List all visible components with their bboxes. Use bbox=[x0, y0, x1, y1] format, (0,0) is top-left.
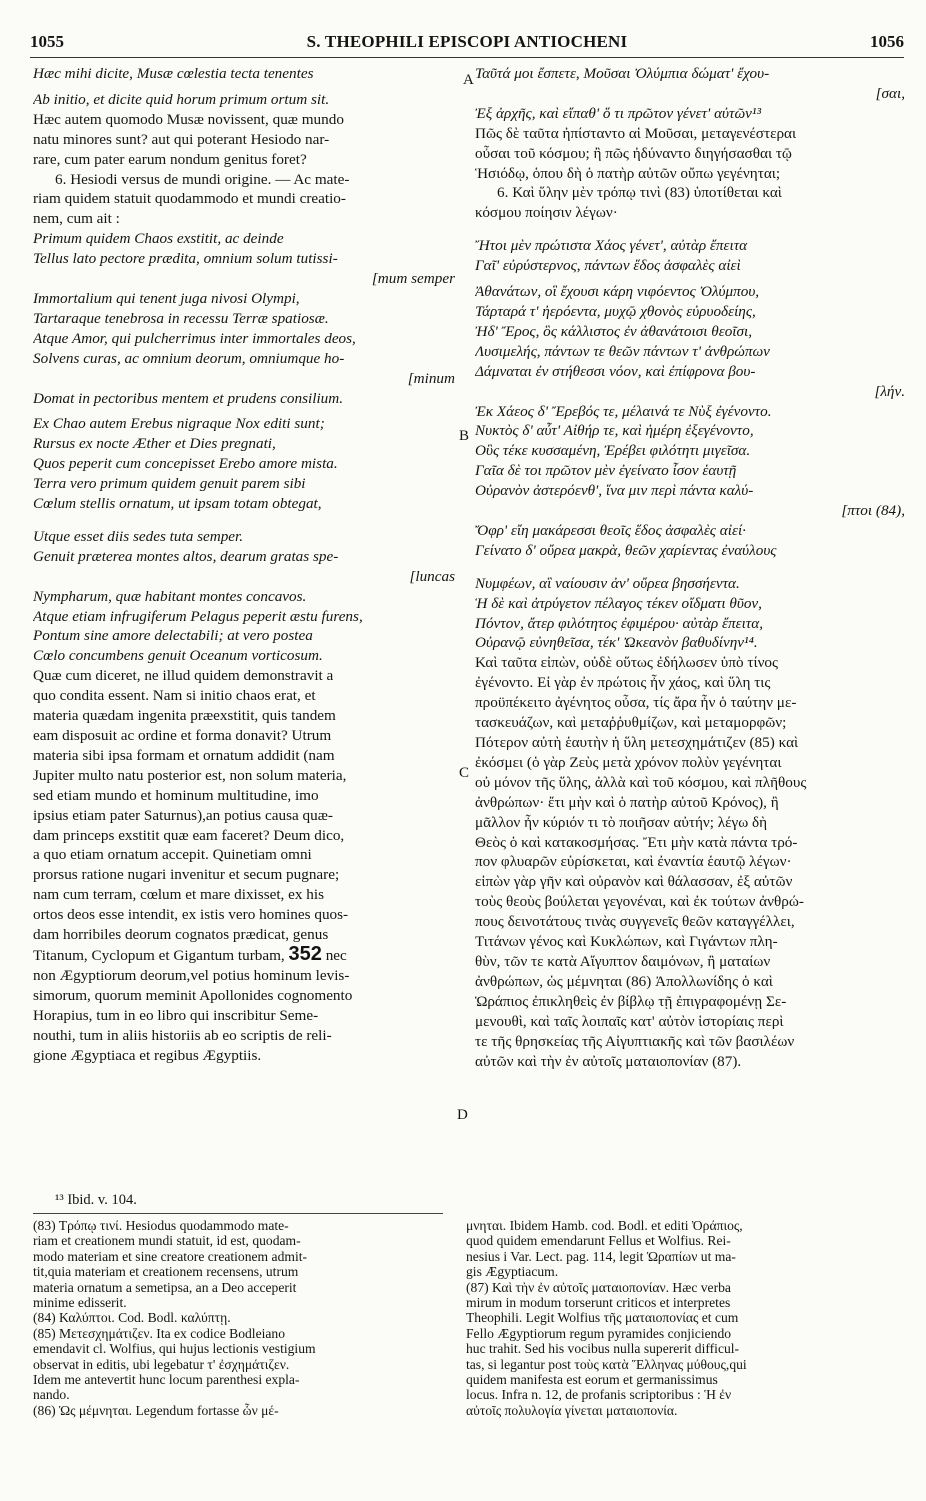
latin-verse-line: Tartaraque tenebrosa in recessu Terræ spatiosæ. bbox=[33, 309, 329, 327]
header-rule bbox=[30, 57, 904, 58]
edition-page-number: 352 bbox=[288, 944, 322, 965]
greek-verse-line: Ἠδ' Ἔρος, ὃς κάλλιστος ἐν ἀθανάτοισι θεοῖσι, bbox=[475, 322, 753, 340]
latin-text-line: natu minores sunt? aut qui poterant Hesiodo nar- bbox=[33, 130, 330, 148]
latin-text-line: ipsius etiam pater Saturnus),an potius causa quæ- bbox=[33, 806, 333, 824]
spacer bbox=[475, 561, 905, 574]
note-line: huc trahit. Sed his vocibus nulla supererit difficul- bbox=[466, 1341, 740, 1357]
greek-verse-wrap: [λήν. bbox=[874, 382, 905, 400]
greek-text-line: οὖσαι τοῦ κόσμου; ἢ πῶς ἠδύναντο διηγήσασθαι τῷ bbox=[475, 144, 792, 162]
greek-verse-line: Πόντον, ἄτερ φιλότητος ἐφιμέρου· αὐτὰρ ἔπειτα, bbox=[475, 614, 763, 632]
greek-verse-line: Ἐξ ἀρχῆς, καὶ εἴπαθ' ὅ τι πρῶτον γένετ' αὐτῶν¹³ bbox=[475, 104, 762, 122]
greek-text-line: ἀνθρώπων, ὡς μέμνηται (86) Ἀπολλωνίδης ὁ καὶ bbox=[475, 972, 773, 990]
greek-verse-line: Γαῖ' εὐρύστερνος, πάντων ἕδος ἀσφαλὲς αἰεὶ bbox=[475, 257, 741, 275]
greek-column bbox=[475, 64, 905, 1071]
footnote-rule bbox=[33, 1213, 443, 1214]
latin-text-line bbox=[33, 945, 455, 966]
latin-verse-line: Immortalium qui tenent juga nivosi Olympi, bbox=[33, 289, 300, 307]
latin-column bbox=[33, 64, 455, 1065]
note-line: quidem manifesta est eorum et germanissimus bbox=[466, 1372, 718, 1388]
note-line: nando. bbox=[33, 1387, 70, 1403]
latin-text-line: a quo etiam ornatum accepit. Quinetiam omni bbox=[33, 846, 312, 864]
note-line: observat in editis, ubi legebatur τ' ἐσχημάτιζεν. bbox=[33, 1356, 290, 1372]
greek-verse-line: Γαῖα δὲ τοι πρῶτον μὲν ἐγείνατο ἶσον ἑαυτῇ bbox=[475, 462, 737, 480]
greek-text-line: ἀνθρώπων· ἔτι μὴν καὶ ὁ πατὴρ αὐτοῦ Κρόνος), ἢ bbox=[475, 793, 779, 811]
latin-verse-line: Ex Chao autem Erebus nigraque Nox editi sunt; bbox=[33, 415, 325, 433]
editorial-notes-left bbox=[33, 1218, 451, 1418]
latin-text-fragment: nec bbox=[325, 946, 347, 964]
greek-text-line: εἰπὼν γὰρ γῆν καὶ οὐρανὸν καὶ θάλασσαν, ἐξ αὐτῶν bbox=[475, 873, 793, 891]
greek-verse-line: Ταῦτά μοι ἔσπετε, Μοῦσαι Ὀλύμπια δώματ' ἔχου- bbox=[475, 65, 770, 82]
greek-text-line: Καὶ ταῦτα εἰπὼν, οὐδὲ οὕτως ἐδήλωσεν ὑπὸ τίνος bbox=[475, 654, 779, 672]
latin-verse-line: Solvens curas, ac omnium deorum, omniumque ho- bbox=[33, 349, 345, 367]
latin-text-line: Jupiter multo natu posterior est, non solum materia, bbox=[33, 766, 347, 784]
latin-text-line: ortos deos esse intendit, ex istis vero homines quos- bbox=[33, 906, 349, 924]
note-line: μνηται. Ibidem Hamb. cod. Bodl. et editi Ὀράπιος, bbox=[466, 1218, 743, 1233]
greek-text-line: 6. Καὶ ὕλην μὲν τρόπῳ τινὶ (83) ὑποτίθεται καὶ bbox=[497, 184, 782, 202]
margin-letter-a: A bbox=[463, 72, 474, 88]
latin-verse-line: Quos peperit cum concepisset Erebo amore mista. bbox=[33, 455, 338, 473]
latin-text-line: dam princeps exstitit quæ eam faceret? Deum dico, bbox=[33, 826, 345, 844]
greek-verse-line: Λυσιμελής, πάντων τε θεῶν πάντων τ' ἀνθρώπων bbox=[475, 342, 770, 360]
greek-text-line: μᾶλλον ἦν κύριόν τι τὸ ποιῆσαν αὐτήν; λέγω δὴ bbox=[475, 813, 768, 831]
greek-text-line: πους δεινοτάτους τινὰς συγγενεῖς θεῶν καταγγέλλει, bbox=[475, 913, 795, 931]
latin-text-line: dam horribiles deorum cognatos prædicat, genus bbox=[33, 926, 329, 944]
editorial-notes-right bbox=[466, 1218, 902, 1418]
greek-verse-line: Γείνατο δ' οὔρεα μακρὰ, θεῶν χαρίεντας ἐναύλους bbox=[475, 541, 777, 559]
note-line: αὐτοῖς πολυλογία γίνεται ματαιοπονία. bbox=[466, 1402, 678, 1418]
greek-text-line: Πότερον αὐτὴ ἑαυτὴν ἡ ὕλη μετεσχημάτιζεν (85) καὶ bbox=[475, 734, 799, 751]
latin-verse-line: Genuit præterea montes altos, dearum gratas spe- bbox=[33, 547, 339, 565]
latin-text-line: materia sibi ipsa formam et ornatum addidit (nam bbox=[33, 746, 335, 764]
greek-text-line: προϋπέκειτο ἀγένητος οὖσα, τίς ἄρα ἦν ὁ ταύτην με- bbox=[475, 694, 797, 712]
latin-text-line: eam disposuit ac ordine et forma donavit? Utrum bbox=[33, 727, 332, 744]
latin-text-line: materia quædam ingenita præexstitit, quis tandem bbox=[33, 707, 336, 725]
note-line: (85) Μετεσχημάτιζεν. Ita ex codice Bodleiano bbox=[33, 1325, 286, 1341]
margin-letter-c: C bbox=[459, 765, 470, 781]
footnote-13: ¹³ Ibid. v. 104. bbox=[55, 1192, 137, 1208]
note-line: tit,quia materiam et creationem recensens, utrum bbox=[33, 1264, 299, 1280]
latin-text-line: nem, cum ait : bbox=[33, 210, 120, 228]
latin-text-line: nouthi, tum in aliis historiis ab eo scriptis de reli- bbox=[33, 1026, 332, 1044]
greek-text-line: θὺν, τῶν τε κατὰ Αἴγυπτον δαιμόνων, ἢ ματαίων bbox=[475, 952, 771, 970]
latin-text-fragment: Titanum, Cyclopum et Gigantum turbam, bbox=[33, 946, 285, 964]
note-line: Fello Ægyptiorum regum pyramides conjiciendo bbox=[466, 1325, 732, 1341]
latin-verse-line: Rursus ex nocte Æther et Dies pregnati, bbox=[33, 435, 276, 453]
greek-text-line: τασκευάζων, καὶ μεταῤῥυθμίζων, καὶ μεταμορφῶν; bbox=[475, 714, 787, 732]
greek-verse-wrap: [σαι, bbox=[875, 84, 905, 102]
greek-text-line: μενουθὶ, καὶ ταῖς λοιπαῖς κατ' αὐτὸν ἱστορίαις περὶ bbox=[475, 1012, 784, 1030]
latin-verse-line: Ab initio, et dicite quid horum primum ortum sit. bbox=[33, 90, 330, 108]
note-line: mirum in modum torserunt criticos et interpretes bbox=[466, 1295, 731, 1311]
latin-text-line: rare, cum pater earum nondum genitus foret? bbox=[33, 150, 307, 168]
greek-verse-line: Ὄφρ' εἴη μακάρεσσι θεοῖς ἕδος ἀσφαλὲς αἰεί· bbox=[475, 521, 746, 539]
latin-text-line: Quæ cum diceret, ne illud quidem demonstravit a bbox=[33, 667, 334, 685]
latin-text-line: prorsus ratione nugari invenitur et secum pugnare; bbox=[33, 866, 340, 884]
greek-verse-line: Ἐκ Χάεος δ' Ἔρεβός τε, μέλαινά τε Νὺξ ἐγένοντο. bbox=[475, 402, 772, 420]
greek-text-line: ἐγένοντο. Εἰ γὰρ ἐν πρώτοις ἦν χάος, καὶ ὕλη τις bbox=[475, 674, 771, 692]
greek-text-line: πον φλυαρῶν εὑρίσκεται, καὶ ἐναντία ἑαυτῷ λέγων· bbox=[475, 853, 792, 871]
note-line: (84) Καλύπτοι. Cod. Bodl. καλύπτῃ. bbox=[33, 1310, 231, 1326]
spacer bbox=[475, 223, 905, 236]
latin-text-line: nam cum terram, cœlum et mare dixisset, ex his bbox=[33, 886, 325, 904]
latin-text-line: non Ægyptiorum deorum,vel potius hominum levis- bbox=[33, 966, 350, 984]
latin-text-line: quo condita essent. Nam si initio chaos erat, et bbox=[33, 687, 316, 705]
greek-verse-line: Ἡ δὲ καὶ ἀτρύγετον πέλαγος τέκεν οἴδματι θῦον, bbox=[475, 594, 762, 612]
greek-verse-line: Οὓς τέκε κυσσαμένη, Ἐρέβει φιλότητι μιγεῖσα. bbox=[475, 442, 751, 460]
note-line: locus. Infra n. 12, de profanis scriptoribus : Ἡ ἐν bbox=[466, 1387, 732, 1403]
greek-verse-line: Τάρταρά τ' ἠερόεντα, μυχῷ χθονὸς εὐρυοδείης, bbox=[475, 302, 756, 320]
greek-verse-line: Ἀθανάτων, οἳ ἔχουσι κάρη νιφόεντος Ὀλύμπου, bbox=[475, 283, 760, 301]
page-number-right: 1056 bbox=[870, 32, 904, 51]
latin-verse-wrap: [mum semper bbox=[371, 270, 455, 288]
greek-text-line: Πῶς δὲ ταῦτα ἠπίσταντο αἱ Μοῦσαι, μεταγενέστεραι bbox=[475, 124, 797, 142]
greek-verse-line: Οὐρανῷ εὐνηθεῖσα, τέκ' Ὠκεανὸν βαθυδίνην¹⁴. bbox=[475, 634, 758, 652]
margin-letter-b: B bbox=[459, 428, 470, 444]
latin-verse-line: Primum quidem Chaos exstitit, ac deinde bbox=[33, 230, 284, 248]
note-line: Idem me antevertit hunc locum parenthesi expla- bbox=[33, 1372, 300, 1388]
latin-verse-line: Pontum sine amore delectabili; at vero postea bbox=[33, 627, 313, 645]
greek-text-line: κόσμου ποίησιν λέγων· bbox=[475, 204, 618, 222]
latin-verse-line: Atque Amor, qui pulcherrimus inter immortales deos, bbox=[33, 329, 356, 347]
note-line: tas, si legantur post τοὺς κατὰ Ἕλληνας μύθους,qui bbox=[466, 1356, 747, 1372]
note-line: minime edisserit. bbox=[33, 1295, 127, 1311]
note-line: modo materiam et sine creatore creationem admit- bbox=[33, 1248, 308, 1264]
latin-text-line: 6. Hesiodi versus de mundi origine. — Ac mate- bbox=[55, 170, 350, 188]
greek-verse-line: Νυμφέων, αἳ ναίουσιν ἀν' οὔρεα βησσήεντα. bbox=[475, 574, 740, 592]
greek-verse-wrap: [πτοι (84), bbox=[841, 502, 905, 520]
greek-text-line: ἐκόσμει (ὁ γὰρ Ζεὺς μετὰ χρόνον πολὺν γεγένηται bbox=[475, 753, 782, 771]
greek-text-line: Ὡράπιος ἐπικληθεὶς ἐν βίβλῳ τῇ ἐπιγραφομένῃ Σε- bbox=[475, 992, 787, 1010]
note-line: Theophili. Legit Wolfius τῆς ματαιοπονίας et cum bbox=[466, 1310, 739, 1326]
latin-text-line: simorum, quorum meminit Apollonides cognomento bbox=[33, 986, 353, 1004]
note-line: nesius i Var. Lect. pag. 114, legit Ὡραπίων ut ma- bbox=[466, 1248, 736, 1264]
note-line: (86) Ὡς μέμνηται. Legendum fortasse ὧν μέ- bbox=[33, 1402, 279, 1418]
latin-text-line: gione Ægyptiaca et regibus Ægyptiis. bbox=[33, 1046, 262, 1064]
latin-text-line: Horapius, tum in eo libro qui inscribitur Seme- bbox=[33, 1006, 319, 1024]
note-line: materia ornatum a semetipsa, an a Deo acceperit bbox=[33, 1279, 297, 1295]
latin-verse-wrap: [luncas bbox=[409, 567, 455, 585]
note-line: riam et creationem mundi statuit, id est, quodam- bbox=[33, 1233, 301, 1249]
note-line: emendavit cl. Wolfius, qui hujus lectionis vestigium bbox=[33, 1341, 316, 1357]
greek-text-line: αὐτῶν καὶ τὴν ἐν αὐτοῖς ματαιοπονίαν (87). bbox=[475, 1052, 742, 1070]
latin-verse-line: Tellus lato pectore prædita, omnium solum tutissi- bbox=[33, 250, 338, 268]
greek-text-line: Τιτάνων γένος καὶ Κυκλώπων, καὶ Γιγάντων πλη- bbox=[475, 933, 778, 951]
running-title: S. THEOPHILI EPISCOPI ANTIOCHENI bbox=[306, 32, 628, 51]
latin-text-line: Hæc autem quomodo Musæ novissent, quæ mundo bbox=[33, 110, 344, 128]
latin-verse-line: Cœlum stellis ornatum, ut ipsam totam obtegat, bbox=[33, 495, 322, 513]
latin-verse-line: Domat in pectoribus mentem et prudens consilium. bbox=[33, 389, 344, 407]
latin-verse-line: Hæc mihi dicite, Musæ cœlestia tecta tenentes bbox=[33, 65, 314, 82]
latin-text-line: riam quidem statuit quodammodo et mundi creatio- bbox=[33, 190, 346, 208]
latin-verse-line: Cœlo concumbens genuit Oceanum vorticosum. bbox=[33, 647, 323, 665]
latin-verse-line: Utque esset diis sedes tuta semper. bbox=[33, 527, 244, 545]
latin-verse-wrap: [minum bbox=[407, 369, 455, 387]
greek-text-line: τοὺς θεοὺς βούλεται γεγονέναι, καὶ ἐκ τούτων ἀνθρώ- bbox=[475, 893, 804, 911]
latin-verse-line: Nympharum, quæ habitant montes concavos. bbox=[33, 587, 307, 605]
note-line: quod quidem emendarunt Fellus et Wolfius. Rei- bbox=[466, 1233, 731, 1249]
margin-letter-d: D bbox=[457, 1107, 468, 1123]
latin-verse-line: Terra vero primum quidem genuit parem sibi bbox=[33, 475, 306, 493]
note-line: gis Ægyptiacum. bbox=[466, 1264, 559, 1280]
latin-verse-line: Atque etiam infrugiferum Pelagus peperit æstu furens, bbox=[33, 607, 363, 625]
greek-verse-line: Δάμναται ἐν στήθεσσι νόον, καὶ ἐπίφρονα βου- bbox=[475, 362, 756, 380]
running-header bbox=[30, 32, 904, 56]
greek-text-line: τε τῆς θρησκείας τῆς Αἰγυπτιακῆς καὶ τῶν βασιλέων bbox=[475, 1032, 795, 1050]
note-line: (87) Καὶ τὴν ἐν αὐτοῖς ματαιοπονίαν. Hæc verba bbox=[466, 1279, 731, 1295]
greek-text-line: Θεὸς ὁ καὶ κατακοσμήσας. Ἔτι μὴν κατὰ πάντα τρό- bbox=[475, 833, 798, 851]
spacer bbox=[33, 514, 455, 527]
note-line: (83) Τρόπῳ τινί. Hesiodus quodammodo mate- bbox=[33, 1218, 289, 1233]
greek-text-line: οὐ μόνον τῆς ὕλης, ἀλλὰ καὶ τοῦ κόσμου, καὶ πλῆθους bbox=[475, 773, 807, 791]
greek-verse-line: Ἤτοι μὲν πρώτιστα Χάος γένετ', αὐτὰρ ἔπειτα bbox=[475, 237, 748, 255]
page-number-left: 1055 bbox=[30, 32, 64, 51]
greek-verse-line: Οὐρανὸν ἀστερόενθ', ἵνα μιν περὶ πάντα καλύ- bbox=[475, 482, 754, 500]
greek-verse-line: Νυκτὸς δ' αὖτ' Αἰθήρ τε, καὶ ἡμέρη ἐξεγένοντο, bbox=[475, 422, 754, 440]
greek-text-line: Ἡσιόδῳ, ὁπου δὴ ὁ πατὴρ αὐτῶν οὔπω γεγένηται; bbox=[475, 164, 781, 182]
latin-text-line: sed etiam mundo et hominum multitudine, imo bbox=[33, 786, 319, 804]
